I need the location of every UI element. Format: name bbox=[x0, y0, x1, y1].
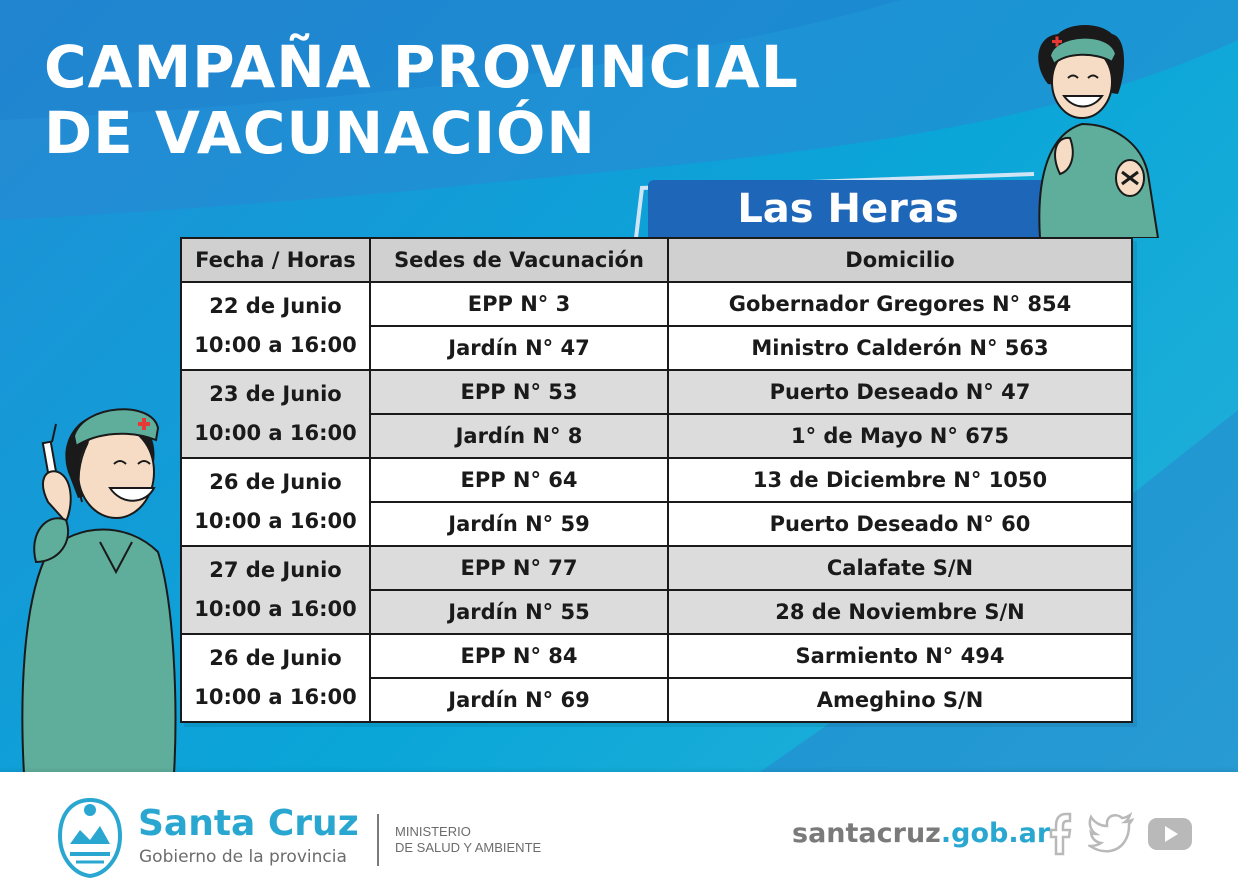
sede-cell: Jardín N° 47 bbox=[370, 326, 668, 370]
title-line-2: DE VACUNACIÓN bbox=[44, 99, 596, 167]
nurse-right-illustration bbox=[1030, 24, 1160, 238]
hours-label: 10:00 a 16:00 bbox=[194, 421, 357, 445]
ministry-line-2: DE SALUD Y AMBIENTE bbox=[395, 840, 542, 855]
date-cell bbox=[181, 458, 370, 546]
sede-cell: EPP N° 77 bbox=[370, 546, 668, 590]
schedule-table bbox=[180, 237, 1133, 723]
domicilio-cell: Puerto Deseado N° 60 bbox=[668, 502, 1132, 546]
nurse-left-illustration bbox=[18, 402, 178, 772]
table-row bbox=[181, 634, 1132, 678]
date-cell bbox=[181, 546, 370, 634]
hours-label: 10:00 a 16:00 bbox=[194, 685, 357, 709]
facebook-icon[interactable] bbox=[1048, 812, 1076, 856]
date-cell bbox=[181, 282, 370, 370]
location-label: Las Heras bbox=[737, 186, 959, 232]
table-header-row bbox=[181, 238, 1132, 282]
ministry-label bbox=[395, 824, 541, 856]
domicilio-cell: Calafate S/N bbox=[668, 546, 1132, 590]
date-label: 23 de Junio bbox=[209, 382, 342, 406]
table-row bbox=[181, 458, 1132, 502]
date-label: 26 de Junio bbox=[209, 646, 342, 670]
date-label: 22 de Junio bbox=[209, 294, 342, 318]
header-sedes: Sedes de Vacunación bbox=[370, 238, 668, 282]
domicilio-cell: Gobernador Gregores N° 854 bbox=[668, 282, 1132, 326]
table-row bbox=[181, 370, 1132, 414]
campaign-title bbox=[44, 34, 799, 166]
date-label: 26 de Junio bbox=[209, 470, 342, 494]
header-domicilio: Domicilio bbox=[668, 238, 1132, 282]
hours-label: 10:00 a 16:00 bbox=[194, 597, 357, 621]
title-line-1: CAMPAÑA PROVINCIAL bbox=[44, 33, 799, 101]
domicilio-cell: Puerto Deseado N° 47 bbox=[668, 370, 1132, 414]
website-domain: .gob.ar bbox=[940, 818, 1051, 849]
table-row bbox=[181, 546, 1132, 590]
sede-cell: EPP N° 53 bbox=[370, 370, 668, 414]
domicilio-cell: 1° de Mayo N° 675 bbox=[668, 414, 1132, 458]
domicilio-cell: 28 de Noviembre S/N bbox=[668, 590, 1132, 634]
hours-label: 10:00 a 16:00 bbox=[194, 509, 357, 533]
ministry-line-1: MINISTERIO bbox=[395, 824, 471, 839]
youtube-icon[interactable] bbox=[1146, 812, 1194, 856]
sede-cell: Jardín N° 59 bbox=[370, 502, 668, 546]
sede-cell: EPP N° 3 bbox=[370, 282, 668, 326]
table-row bbox=[181, 282, 1132, 326]
hours-label: 10:00 a 16:00 bbox=[194, 333, 357, 357]
header-fecha: Fecha / Horas bbox=[181, 238, 370, 282]
date-label: 27 de Junio bbox=[209, 558, 342, 582]
twitter-icon[interactable] bbox=[1088, 812, 1134, 856]
sede-cell: EPP N° 84 bbox=[370, 634, 668, 678]
brand-subtitle: Gobierno de la provincia bbox=[139, 847, 347, 867]
provincial-seal-icon bbox=[56, 796, 124, 880]
domicilio-cell: Ameghino S/N bbox=[668, 678, 1132, 722]
sede-cell: Jardín N° 55 bbox=[370, 590, 668, 634]
footer-divider bbox=[377, 814, 379, 866]
footer bbox=[0, 772, 1238, 892]
sede-cell: Jardín N° 8 bbox=[370, 414, 668, 458]
domicilio-cell: 13 de Diciembre N° 1050 bbox=[668, 458, 1132, 502]
sede-cell: EPP N° 64 bbox=[370, 458, 668, 502]
website-name: santacruz bbox=[792, 818, 941, 849]
date-cell bbox=[181, 634, 370, 722]
brand-name: Santa Cruz bbox=[138, 803, 359, 844]
date-cell bbox=[181, 370, 370, 458]
domicilio-cell: Sarmiento N° 494 bbox=[668, 634, 1132, 678]
website-link[interactable] bbox=[792, 816, 1050, 852]
domicilio-cell: Ministro Calderón N° 563 bbox=[668, 326, 1132, 370]
sede-cell: Jardín N° 69 bbox=[370, 678, 668, 722]
